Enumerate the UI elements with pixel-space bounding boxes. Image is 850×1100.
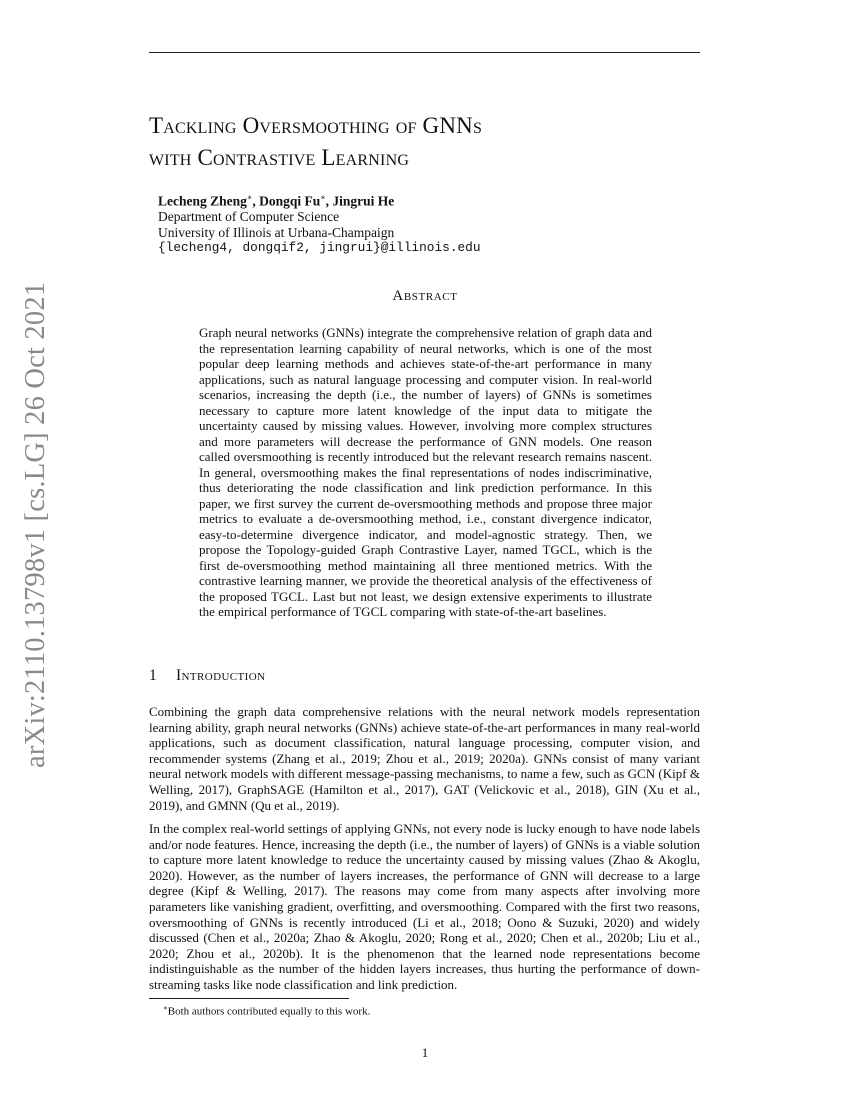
author-block [158,190,481,256]
author-names [158,190,481,209]
author-name-1: Lecheng Zheng [158,193,247,209]
author-university: University of Illinois at Urbana-Champaign [158,224,395,240]
title-line-1: Tackling Oversmoothing of GNNs [149,113,483,138]
author-department: Department of Computer Science [158,209,340,225]
footnote-mark: ∗ [163,1004,168,1012]
section-heading-introduction [149,667,265,685]
abstract-heading: Abstract [392,288,458,304]
author-name-3: , Jingrui He [325,193,395,209]
section-number: 1 [149,667,158,684]
top-rule [149,52,700,53]
abstract-text: Graph neural networks (GNNs) integrate the comprehensive relation of graph data and the representation learning capability of neural networks, which is one of the most popular deep learning methods and achieves state-of-the-art performance in many applications, such as natural language processing and computer vision. In real-world scenarios, increasing the depth (i.e., the number of layers) of GNNs is sometimes necessary to capture more latent knowledge of the input data to mitigate the uncertainty caused by missing values. However, involving more complex structures and more parameters will decrease the performance of GNN models. One reason called oversmoothing is recently introduced but the relevant research remains nascent. In general, oversmoothing makes the final representations of nodes indiscriminative, thus deteriorating the node classification and link prediction performance. In this paper, we first survey the current de-oversmoothing methods and propose three major metrics to evaluate a de-oversmoothing method, i.e., constant divergence indicator, easy-to-determine divergence indicator, and model-agnostic strategy. Then, we propose the Topology-guided Graph Contrastive Layer, named TGCL, which is the first de-oversmoothing method maintaining all three mentioned metrics. With the contrastive learning manner, we provide the theoretical analysis of the effectiveness of the proposed TGCL. Last but not least, we design extensive experiments to illustrate the empirical performance of TGCL comparing with state-of-the-art baselines. [199,325,652,619]
footnote-rule [149,998,349,999]
intro-paragraph-1: Combining the graph data comprehensive relations with the neural network models representation learning ability, graph neural networks (GNNs) achieve state-of-the-art performances in many real-world applications, such as document classification, natural language processing, computer vision, and recommender systems (Zhang et al., 2019; Zhou et al., 2019; 2020a). GNNs consist of many variant neural network models with different message-passing mechanisms, to name a few, such as GCN (Kipf & Welling, 2017), GraphSAGE (Hamilton et al., 2017), GAT (Velickovic et al., 2018), GIN (Xu et al., 2019), and GMNN (Qu et al., 2019). [149,704,700,813]
section-title: Introduction [176,667,266,684]
equal-contribution-mark-1: ∗ [246,193,253,202]
author-name-2: , Dongqi Fu [252,193,321,209]
equal-contribution-mark-2: ∗ [320,193,326,202]
intro-paragraph-2: In the complex real-world settings of applying GNNs, not every node is lucky enough to have node labels and/or node features. Hence, increasing the depth (i.e., the number of layers) of GNNs is a viable solution to capture more latent knowledge to reduce the uncertainty caused by missing values (Zhao & Akoglu, 2020). However, as the number of layers increases, the performance of GNN will decrease to a large degree (Kipf & Welling, 2017). The reasons may come from many aspects after involving more parameters like vanishing gradient, overfitting, and oversmoothing. Compared with the first two reasons, oversmoothing of GNNs is recently introduced (Li et al., 2018; Oono & Suzuki, 2020) and widely discussed (Chen et al., 2020a; Zhao & Akoglu, 2020; Rong et al., 2020; Chen et al., 2020b; Liu et al., 2020; Zhou et al., 2020b). It is the phenomenon that the learned node representations become indistinguishable as the number of the hidden layers increases, thus hurting the performance of down-streaming tasks like node classification and link prediction. [149,821,700,992]
footnote-text: Both authors contributed equally to this work. [167,1005,371,1018]
page-number: 1 [421,1045,429,1060]
paper-title [149,110,709,174]
footnote [163,1002,370,1019]
arxiv-identifier-stamp: arXiv:2110.13798v1 [cs.LG] 26 Oct 2021 [20,281,51,768]
title-line-2: with Contrastive Learning [149,145,410,170]
author-email: {lecheng4, dongqif2, jingrui}@illinois.edu [158,240,481,256]
